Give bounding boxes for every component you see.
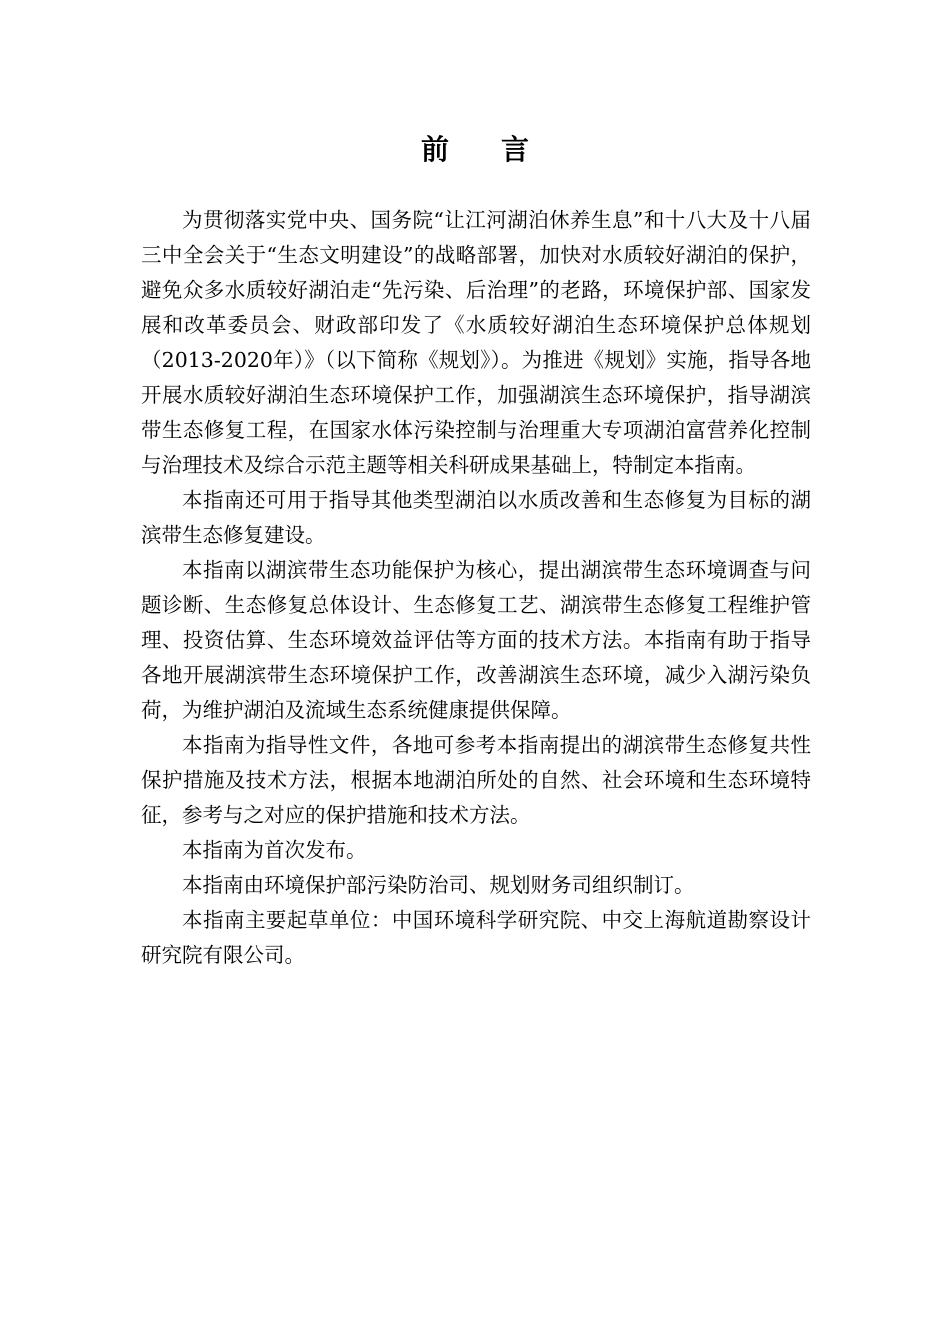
paragraph-release: 本指南为首次发布。 [182, 838, 367, 862]
paragraph-purpose: 为贯彻落实党中央、国务院“让江河湖泊休养生息”和十八大及十八届三中全会关于“生态文明建设”的战略部署，加快对水质较好湖泊的保护，避免众多水质较好湖泊走“先污染、后治理”的老路，环境保护部、国家发展和改革委员会、财政部印发了《水质较好湖泊生态环境保护总体规划（2013-2020年）》（以下简称《规划》）。为推进《规划》实施，指导各地开展水质较好湖泊生态环境保护工作，加强湖滨生态环境保护，指导湖滨带生态修复工程，在国家水体污染控制与治理重大专项湖泊富营养化控制与治理技术及综合示范主题等相关科研成果基础上，特制定本指南。 [141, 208, 811, 477]
page-title: 前言 [420, 133, 581, 166]
paragraph-scope: 本指南还可用于指导其他类型湖泊以水质改善和生态修复为目标的湖滨带生态修复建设。 [141, 488, 811, 547]
paragraph-nature: 本指南为指导性文件，各地可参考本指南提出的湖滨带生态修复共性保护措施及技术方法，根据本地湖泊所处的自然、社会环境和生态环境特征，参考与之对应的保护措施和技术方法。 [141, 733, 811, 827]
paragraph-drafters: 本指南主要起草单位：中国环境科学研究院、中交上海航道勘察设计研究院有限公司。 [141, 908, 811, 967]
paragraph-content: 本指南以湖滨带生态功能保护为核心，提出湖滨带生态环境调查与问题诊断、生态修复总体设计、生态修复工艺、湖滨带生态修复工程维护管理、投资估算、生态环境效益评估等方面的技术方法。本指南有助于指导各地开展湖滨带生态环境保护工作，改善湖滨生态环境，减少入湖污染负荷，为维护湖泊及流域生态系统健康提供保障。 [141, 558, 811, 722]
paragraph-organizer: 本指南由环境保护部污染防治司、规划财务司组织制订。 [182, 873, 695, 897]
document-body [141, 203, 811, 973]
